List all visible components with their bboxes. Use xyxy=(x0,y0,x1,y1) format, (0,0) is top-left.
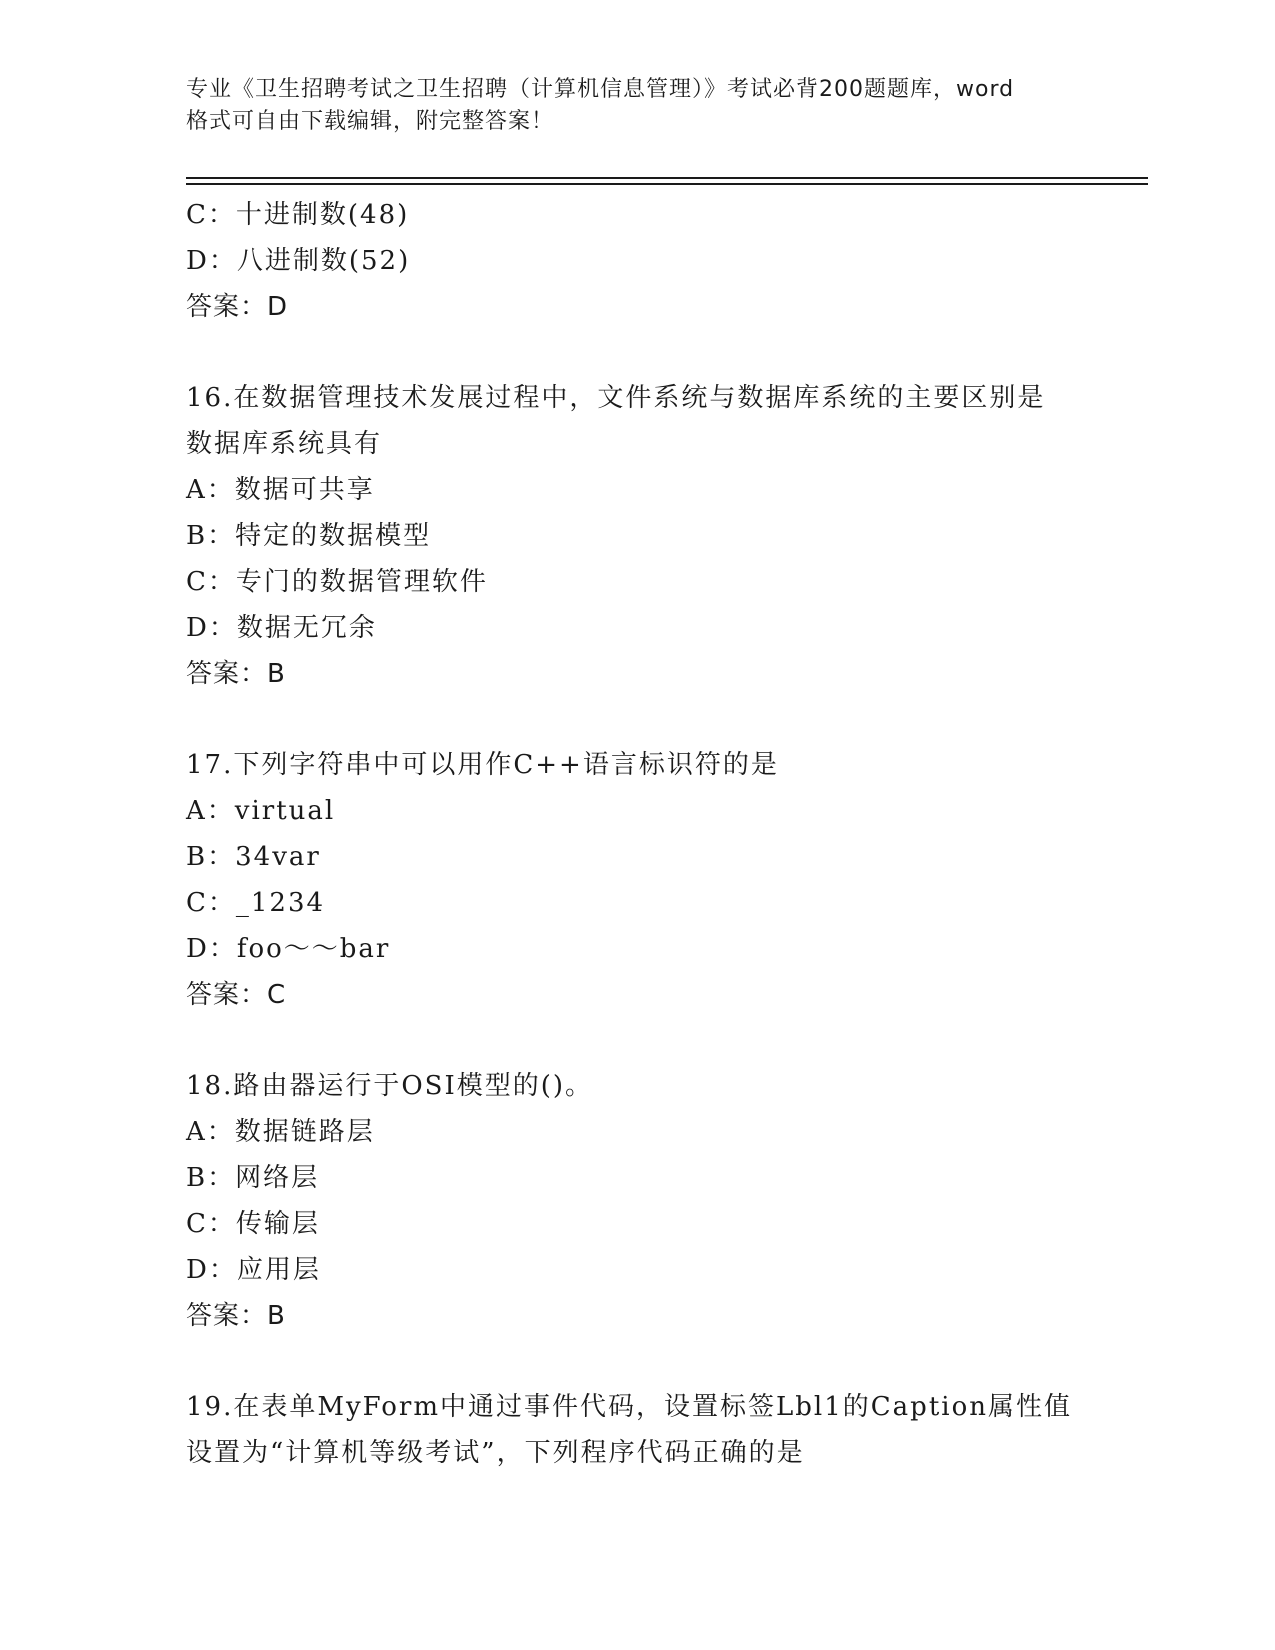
option-c: C：专门的数据管理软件 xyxy=(186,567,488,597)
answer-line: 答案：B xyxy=(186,1301,286,1331)
option-a: A：virtual xyxy=(186,796,336,826)
option-d: D：foo～～bar xyxy=(186,934,391,964)
question-text: 19.在表单MyForm中通过事件代码，设置标签Lbl1的Caption属性值 xyxy=(186,1392,1072,1422)
question-text: 16.在数据管理技术发展过程中，文件系统与数据库系统的主要区别是 xyxy=(186,383,1046,413)
header-line-2: 格式可自由下载编辑，附完整答案！ xyxy=(186,109,555,134)
header-divider-top xyxy=(186,177,1148,179)
option-a: A：数据可共享 xyxy=(186,475,375,505)
option-c: C：十进制数(48) xyxy=(186,200,410,230)
previous-question-tail xyxy=(186,192,1086,330)
header-line-1: 专业《卫生招聘考试之卫生招聘（计算机信息管理）》考试必背200题题库，word xyxy=(186,77,1015,102)
header-divider-bottom xyxy=(186,183,1148,185)
question-17 xyxy=(186,742,1086,1018)
option-b: B：特定的数据模型 xyxy=(186,521,432,551)
option-c: C：传输层 xyxy=(186,1209,320,1239)
option-a: A：数据链路层 xyxy=(186,1117,375,1147)
answer-line: 答案：C xyxy=(186,980,287,1010)
option-c: C：_1234 xyxy=(186,888,326,918)
question-18 xyxy=(186,1063,1086,1339)
answer-line: 答案：B xyxy=(186,659,286,689)
option-d: D：八进制数(52) xyxy=(186,246,411,276)
question-content xyxy=(186,192,1086,1476)
question-text: 设置为“计算机等级考试”，下列程序代码正确的是 xyxy=(186,1438,805,1468)
option-d: D：应用层 xyxy=(186,1255,321,1285)
option-d: D：数据无冗余 xyxy=(186,613,377,643)
question-19 xyxy=(186,1384,1086,1476)
option-b: B：网络层 xyxy=(186,1163,320,1193)
question-text: 18.路由器运行于OSI模型的()。 xyxy=(186,1071,594,1101)
answer-line: 答案：D xyxy=(186,292,289,322)
question-text: 17.下列字符串中可以用作C++语言标识符的是 xyxy=(186,750,779,780)
document-header xyxy=(186,74,1086,138)
option-b: B：34var xyxy=(186,842,321,872)
question-text: 数据库系统具有 xyxy=(186,429,383,459)
question-16 xyxy=(186,375,1086,697)
